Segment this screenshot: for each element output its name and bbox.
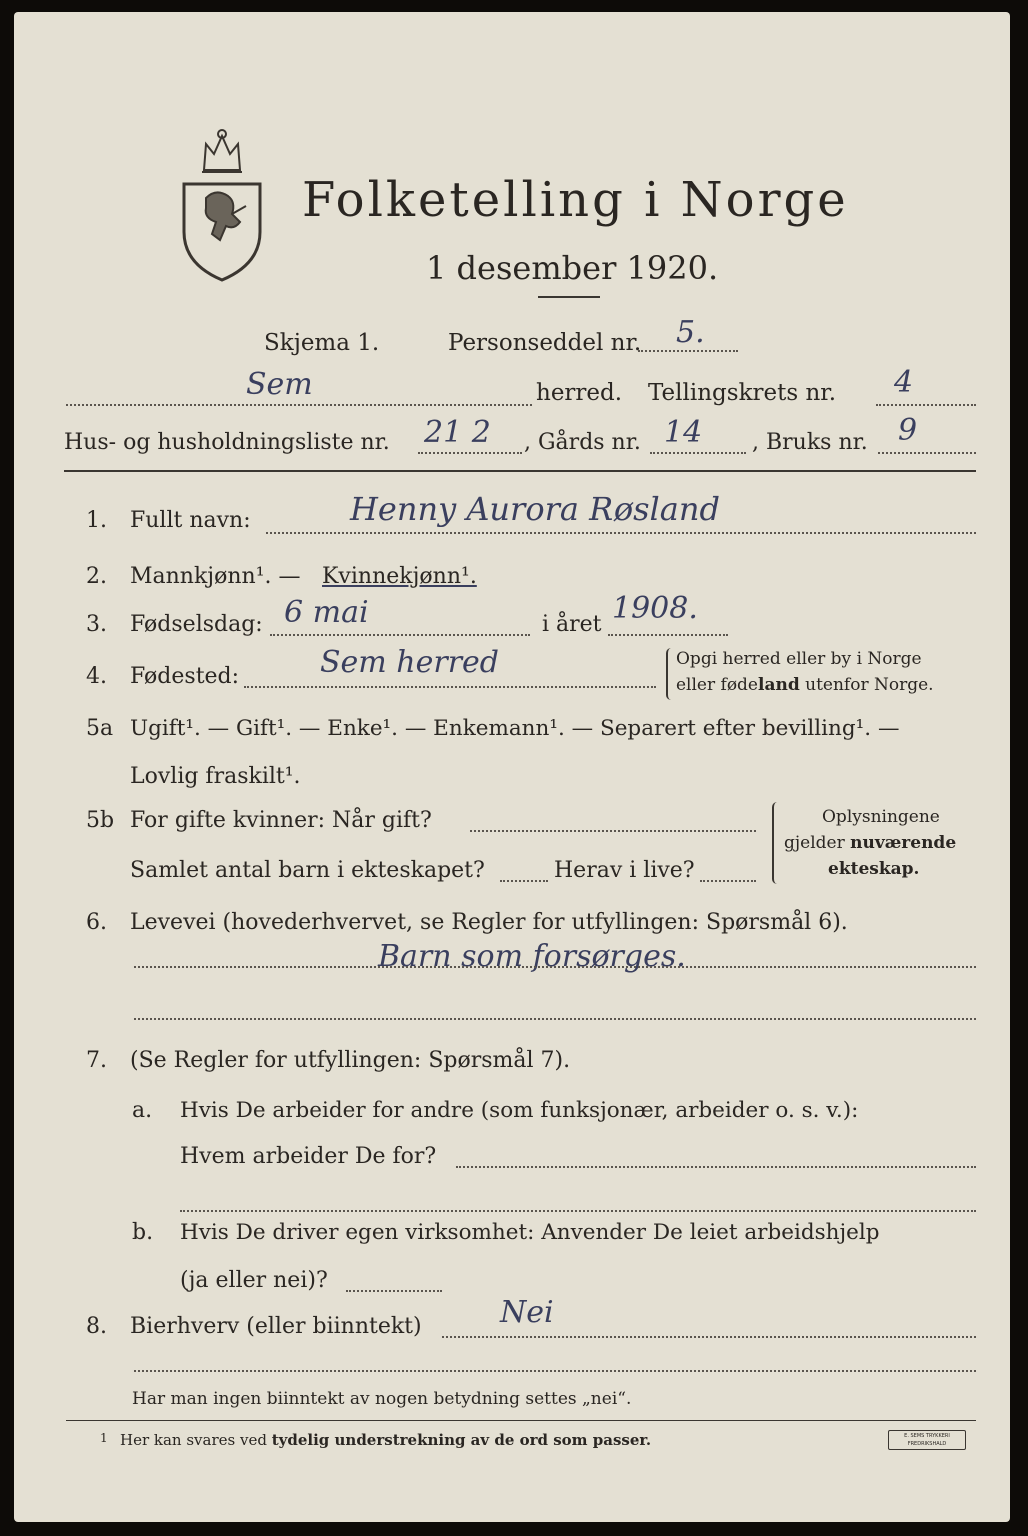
- title-divider: [538, 296, 600, 298]
- census-date: 1 desember 1920.: [426, 249, 719, 287]
- q2-female-option: Kvinnekjønn¹.: [322, 564, 477, 589]
- q7b-answer-label: (ja eller nei)?: [180, 1268, 328, 1293]
- q4-note-brace: [666, 648, 676, 700]
- q7a-label: Hvis De arbeider for andre (som funksjonær, arbeider o. s. v.):: [180, 1098, 859, 1123]
- q5b-children-label: Samlet antal barn i ekteskapet?: [130, 858, 485, 883]
- q7a-employer-label: Hvem arbeider De for?: [180, 1144, 437, 1169]
- footnote-divider: [66, 1420, 976, 1421]
- footnote-number: 1: [100, 1431, 108, 1445]
- q8-number: 8.: [86, 1314, 107, 1339]
- hus-value: 21 2: [424, 415, 491, 450]
- herred-label: herred.: [536, 380, 623, 406]
- printer-stamp: E. SEMS TRYKKERI FREDRIKSHALD: [888, 1430, 966, 1450]
- tellingskrets-label: Tellingskrets nr.: [648, 380, 837, 406]
- q3-line: [270, 634, 530, 636]
- q4-label: Fødested:: [130, 664, 240, 689]
- header-divider: [64, 470, 976, 472]
- q7b-answer-line: [346, 1290, 442, 1292]
- tellingskrets-line: [876, 404, 976, 406]
- q2-number: 2.: [86, 564, 107, 589]
- q3-value: 6 mai: [284, 595, 369, 630]
- census-form: [14, 12, 1010, 1522]
- q6-value: Barn som forsørges.: [378, 939, 686, 974]
- hus-line: [418, 452, 522, 454]
- q5a-options: Ugift¹. — Gift¹. — Enke¹. — Enkemann¹. — Separert efter bevilling¹. —: [130, 716, 900, 741]
- q6-label: Levevei (hovederhvervet, se Regler for utfyllingen: Spørsmål 6).: [130, 910, 848, 935]
- q1-value: Henny Aurora Røsland: [350, 490, 720, 528]
- q3-year-line: [608, 634, 728, 636]
- q5b-note-brace: [772, 802, 782, 884]
- q5b-married-line: [470, 830, 756, 832]
- herred-value: Sem: [246, 367, 313, 402]
- q4-line: [244, 686, 656, 688]
- q4-note-line2: eller fødeland utenfor Norge.: [676, 675, 934, 695]
- footnote-text: Her kan svares ved tydelig understrekning av de ord som passer.: [120, 1431, 652, 1449]
- q4-value: Sem herred: [320, 645, 500, 680]
- q5b-alive-line: [700, 880, 756, 882]
- q7a-number: a.: [132, 1098, 153, 1123]
- q5a-number: 5a: [86, 716, 114, 741]
- q7-label: (Se Regler for utfyllingen: Spørsmål 7).: [130, 1048, 571, 1073]
- q8-note: Har man ingen biinntekt av nogen betydning settes „nei“.: [132, 1389, 632, 1409]
- q7b-label: Hvis De driver egen virksomhet: Anvender De leiet arbeidshjelp: [180, 1220, 880, 1245]
- q1-line: [266, 532, 976, 534]
- form-title: Folketelling i Norge: [302, 172, 849, 228]
- q5b-note-line2: gjelder nuværende: [784, 833, 957, 853]
- q7a-employer-line2: [180, 1210, 976, 1212]
- q6-line2: [134, 1018, 976, 1020]
- gards-line: [650, 452, 746, 454]
- q7a-employer-line: [456, 1166, 976, 1168]
- personseddel-value: 5.: [676, 315, 705, 350]
- q3-year-label: i året: [542, 612, 602, 637]
- q5b-children-line: [500, 880, 548, 882]
- q8-label: Bierhverv (eller biinntekt): [130, 1314, 422, 1339]
- norwegian-lion-coat-of-arms-icon: [176, 122, 268, 282]
- q5b-number: 5b: [86, 808, 115, 833]
- q5b-label: For gifte kvinner: Når gift?: [130, 808, 432, 833]
- q3-label: Fødselsdag:: [130, 612, 263, 637]
- q5a-options-cont: Lovlig fraskilt¹.: [130, 764, 301, 789]
- q7b-number: b.: [132, 1220, 154, 1245]
- q6-line1: [134, 966, 976, 968]
- personseddel-label: Personseddel nr.: [448, 330, 642, 356]
- q7-number: 7.: [86, 1048, 107, 1073]
- q4-number: 4.: [86, 664, 107, 689]
- tellingskrets-value: 4: [894, 365, 914, 400]
- bruks-line: [878, 452, 976, 454]
- q8-value: Nei: [500, 1295, 554, 1330]
- gards-label: , Gårds nr.: [524, 430, 641, 455]
- q5b-note-line3: ekteskap.: [828, 859, 920, 879]
- personseddel-line: [638, 350, 738, 352]
- skjema-label: Skjema 1.: [264, 330, 380, 356]
- q1-label: Fullt navn:: [130, 508, 251, 533]
- q3-number: 3.: [86, 612, 107, 637]
- q5b-note-line1: Oplysningene: [822, 807, 940, 827]
- herred-line: [66, 404, 532, 406]
- bruks-value: 9: [898, 413, 918, 448]
- q6-number: 6.: [86, 910, 107, 935]
- hus-label: Hus- og husholdningsliste nr.: [64, 430, 390, 455]
- q3-year-value: 1908.: [612, 591, 698, 626]
- q8-line: [442, 1336, 976, 1338]
- q5b-alive-label: Herav i live?: [554, 858, 695, 883]
- q1-number: 1.: [86, 508, 107, 533]
- q4-note-line1: Opgi herred eller by i Norge: [676, 649, 922, 669]
- gards-value: 14: [664, 415, 703, 450]
- bruks-label: , Bruks nr.: [752, 430, 868, 455]
- q8-line2: [134, 1370, 976, 1372]
- q2-male-option: Mannkjønn¹. —: [130, 564, 301, 589]
